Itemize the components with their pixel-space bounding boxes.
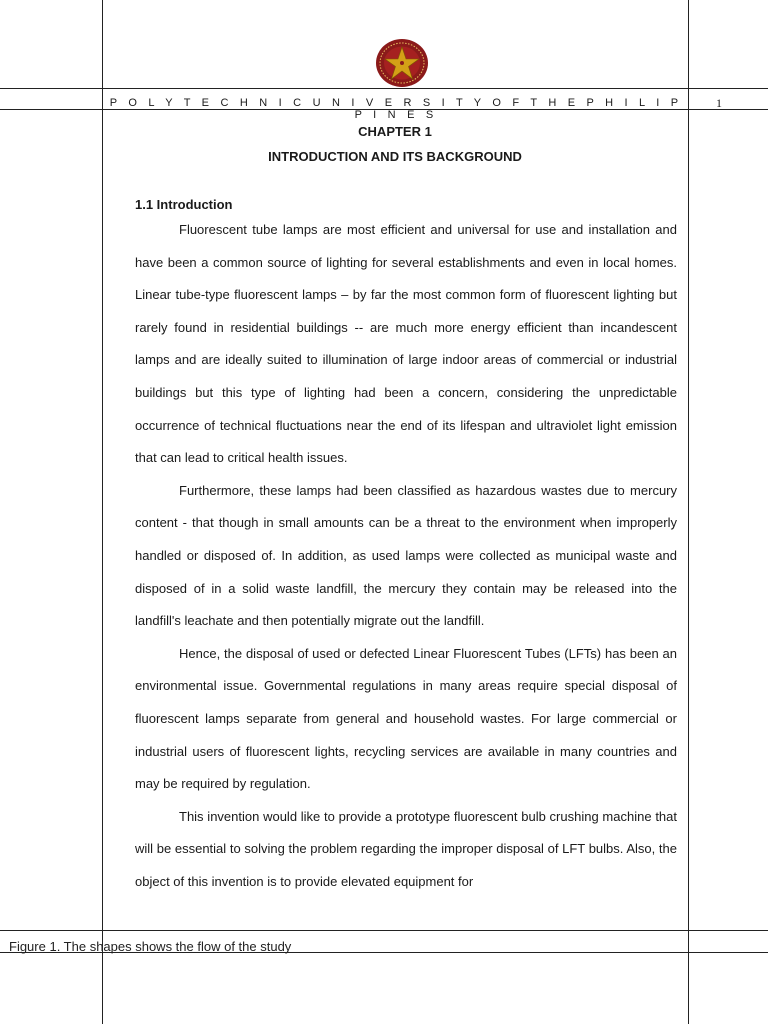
pup-seal-icon [374,38,430,88]
section-heading: 1.1 Introduction [135,197,233,212]
page-number: 1 [716,96,722,110]
paragraph: Furthermore, these lamps had been classified as hazardous wastes due to mercury content - that though in small amounts can be a threat to the environment when improperly handled or disposed of. In addition, as used lamps were collected as municipal waste and disposed of in a solid waste landfill, the mercury they contain may be released into the landfill's leachate and then potentially migrate out the landfill. [135,482,677,629]
figure-caption: Figure 1. The shapes shows the flow of the study [9,939,292,954]
section-body [135,214,677,898]
chapter-number: CHAPTER 1 [358,124,432,139]
chapter-title: INTRODUCTION AND ITS BACKGROUND [268,149,522,164]
paragraph: Fluorescent tube lamps are most efficient and universal for use and installation and have been a common source of lighting for several establishments and even in local homes. Linear tube-type fluorescent lamps – by far the most common form of fluorescent lighting but rarely found in residential buildings -- are much more energy efficient than incandescent lamps and are ideally suited to illumination of large indoor areas of commercial or industrial buildings but this type of lighting had been a concern, considering the unpredictable occurrence of technical fluctuations near the end of its lifespan and ultraviolet light emission that can lead to critical health issues. [135,222,677,466]
header-top-line [0,88,768,89]
university-header: P O L Y T E C H N I C U N I V E R S I T Y O F T H E P H I L I P P I N E S [109,97,681,121]
footer-top-line [0,930,768,931]
right-margin-line [688,0,689,1024]
paragraph: Hence, the disposal of used or defected Linear Fluorescent Tubes (LFTs) has been an environmental issue. Governmental regulations in many areas require special disposal of fluorescent lamps separate from general and household wastes. For large commercial or industrial users of fluorescent lights, recycling services are available in many countries and may be required by regulation. [135,645,677,792]
paragraph: This invention would like to provide a prototype fluorescent bulb crushing machine that will be essential to solving the problem regarding the improper disposal of LFT bulbs. Also, the object of this invention is to provide elevated equipment for [135,808,677,889]
